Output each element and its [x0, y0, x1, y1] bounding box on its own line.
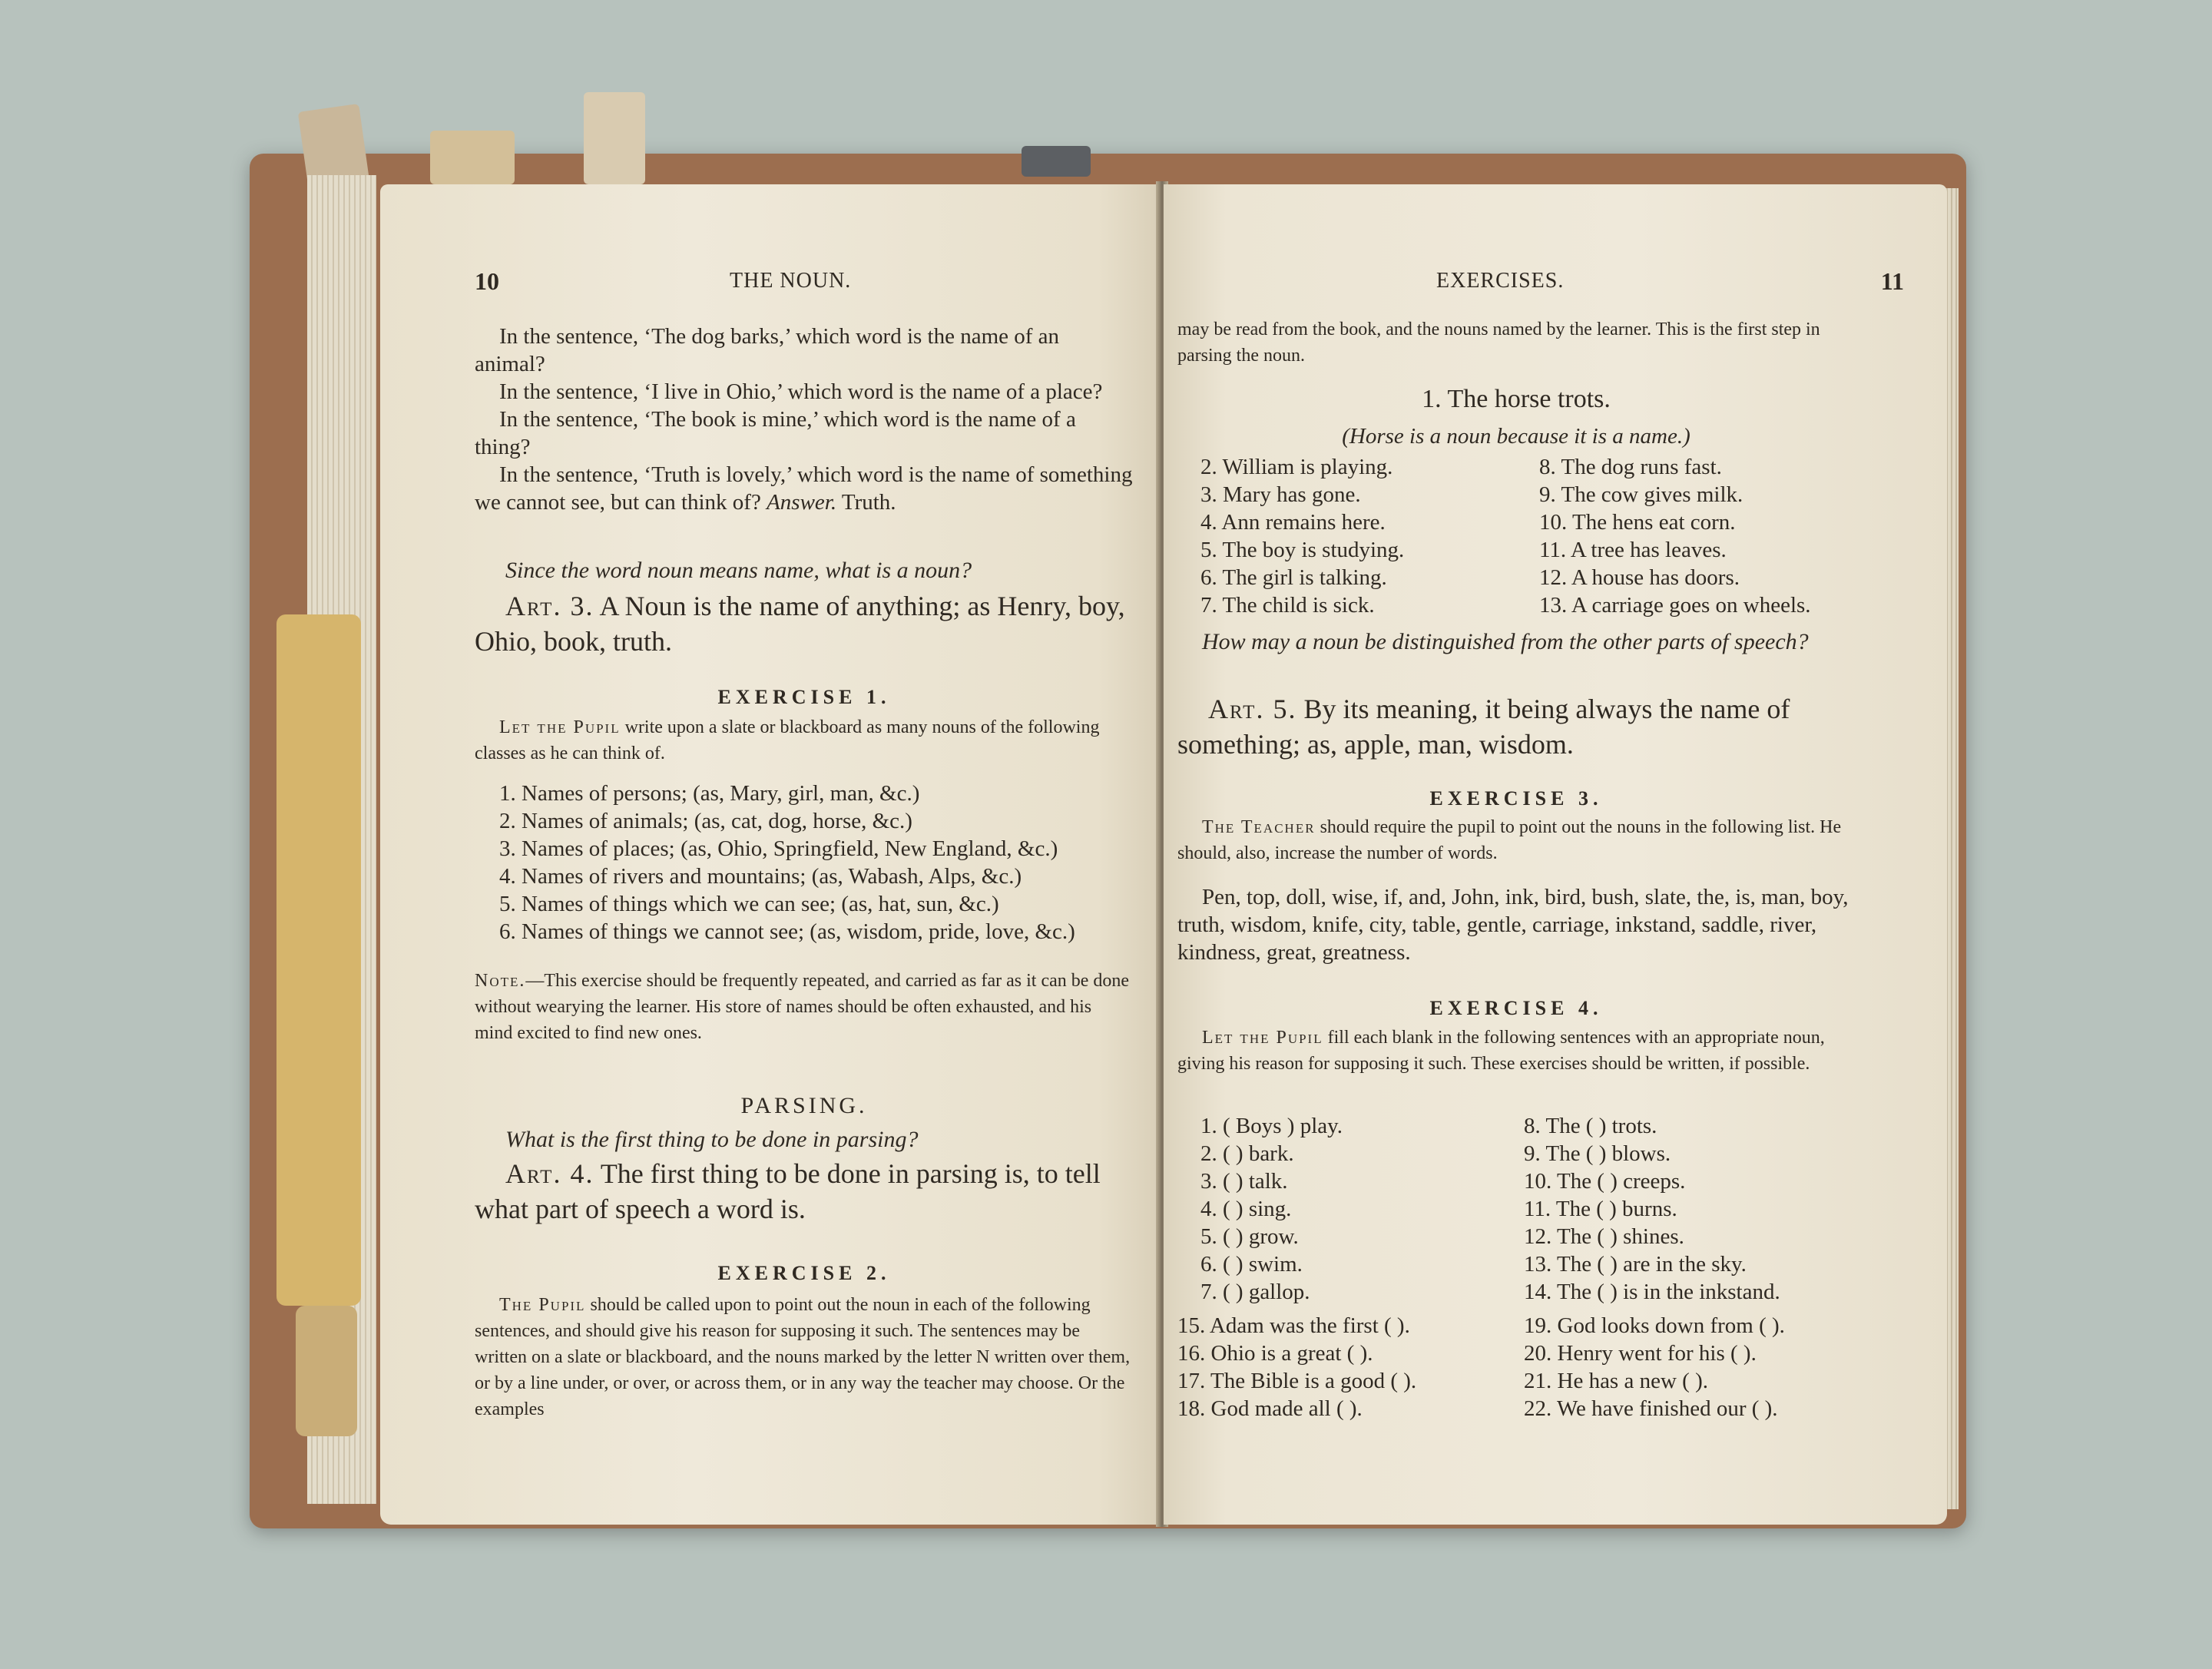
- lead-in: The Teacher: [1202, 817, 1316, 837]
- blank-sentence: 6. ( ) swim.: [1200, 1252, 1303, 1277]
- sentence: 5. The boy is studying.: [1200, 538, 1405, 562]
- intro-text: write upon a slate or blackboard as many nouns of the following classes as he can think of.: [475, 717, 1100, 763]
- article-label: Art. 5.: [1208, 694, 1297, 724]
- sentence: 6. The girl is talking.: [1200, 565, 1387, 590]
- exercise-4-heading: EXERCISE 4.: [1429, 997, 1603, 1019]
- lead-in: Let the Pupil: [1202, 1028, 1323, 1048]
- torn-page-fragment: [1022, 146, 1091, 177]
- article-4: [475, 1156, 1134, 1227]
- exercise-2-heading: EXERCISE 2.: [717, 1262, 891, 1284]
- page-stain: [296, 1306, 357, 1436]
- article-text: The first thing to be done in parsing is, to tell what part of speech a word is.: [475, 1158, 1101, 1224]
- blank-sentence: 9. The ( ) blows.: [1524, 1141, 1671, 1166]
- sentence: 8. The dog runs fast.: [1539, 455, 1722, 479]
- running-head: EXERCISES.: [1436, 269, 1565, 293]
- torn-page-fragment: [430, 131, 515, 184]
- blank-sentence: 15. Adam was the first ( ).: [1177, 1313, 1410, 1338]
- sentence: 4. Ann remains here.: [1200, 510, 1386, 535]
- blank-sentence: 5. ( ) grow.: [1200, 1224, 1299, 1249]
- sentence: 13. A carriage goes on wheels.: [1539, 593, 1811, 618]
- list-item: 3. Names of places; (as, Ohio, Springfield, New England, &c.): [499, 836, 1058, 861]
- article-label: Art. 4.: [505, 1158, 594, 1189]
- list-item: 2. Names of animals; (as, cat, dog, horse, &c.): [499, 809, 912, 833]
- running-head: THE NOUN.: [730, 269, 852, 293]
- exercise-3-text: [1177, 814, 1855, 866]
- exercise-2-text: [475, 1292, 1134, 1422]
- blank-sentence: 17. The Bible is a good ( ).: [1177, 1369, 1417, 1393]
- blank-sentence: 18. God made all ( ).: [1177, 1396, 1363, 1421]
- long-blank-sentences: [1177, 1312, 1855, 1422]
- long-blank-column-right: [1524, 1312, 1855, 1422]
- exercise-3-list: Pen, top, doll, wise, if, and, John, ink, bird, bush, slate, the, is, man, boy, truth, wisdom, knife, city, table, gentle, carriage, inkstand, saddle, river, kindness, great, greatness.: [1177, 885, 1849, 965]
- exercise-1-intro: [475, 714, 1134, 767]
- blank-columns: [1177, 1112, 1855, 1306]
- exercise-4-text: [1177, 1025, 1855, 1077]
- blank-sentences: [1177, 1112, 1855, 1306]
- article-5: [1177, 691, 1855, 762]
- continued-text: may be read from the book, and the nouns named by the learner. This is the first step in parsing the noun.: [1177, 320, 1820, 366]
- blank-sentence: 1. ( Boys ) play.: [1200, 1114, 1343, 1138]
- list-item: 5. Names of things which we can see; (as, hat, sun, &c.): [499, 892, 999, 916]
- question-distinguish: How may a noun be distinguished from the other parts of speech?: [1202, 629, 1809, 654]
- exercise-3-heading: EXERCISE 3.: [1429, 787, 1603, 810]
- blank-sentence: 14. The ( ) is in the inkstand.: [1524, 1280, 1780, 1304]
- sentence: 3. Mary has gone.: [1200, 482, 1361, 507]
- question-parsing: What is the first thing to be done in parsing?: [505, 1127, 919, 1152]
- note-text: —This exercise should be frequently repeated, and carried as far as it can be done without wearying the learner. His store of names should be often exhausted, and his mind excited to find new ones.: [475, 971, 1130, 1043]
- exercise-1-heading: EXERCISE 1.: [717, 686, 891, 708]
- answer: Truth.: [841, 490, 896, 515]
- page-number: 11: [1880, 267, 1904, 295]
- list-item: 6. Names of things we cannot see; (as, wisdom, pride, love, &c.): [499, 919, 1075, 944]
- blank-column-right: [1524, 1112, 1855, 1306]
- long-blank-columns: [1177, 1312, 1855, 1422]
- sentence-column-right: [1524, 453, 1855, 619]
- article-text: A Noun is the name of anything; as Henry, boy, Ohio, book, truth.: [475, 591, 1125, 657]
- article-text: By its meaning, it being always the name of something; as, apple, man, wisdom.: [1177, 694, 1790, 760]
- blank-sentence: 21. He has a new ( ).: [1524, 1369, 1708, 1393]
- blank-sentence: 7. ( ) gallop.: [1200, 1280, 1310, 1304]
- example-1-note: (Horse is a noun because it is a name.): [1342, 424, 1690, 449]
- left-page: [380, 184, 1160, 1525]
- question: In the sentence, ‘The book is mine,’ which word is the name of a thing?: [475, 407, 1076, 459]
- questions-block: [475, 323, 1134, 516]
- blank-sentence: 11. The ( ) burns.: [1524, 1197, 1677, 1221]
- sentence: 2. William is playing.: [1200, 455, 1393, 479]
- exercise-text: fill each blank in the following sentences with an appropriate noun, giving his reason for supposing it such. These exercises should be written, if possible.: [1177, 1028, 1825, 1074]
- page-stain: [276, 614, 361, 1306]
- exercise-text: should be called upon to point out the noun in each of the following sentences, and should give his reason for supposing it such. The sentences may be written on a slate or blackboard, and the nouns marked by the letter N written over them, or by a line under, or over, or across them, or in any way the teacher may choose. Or the examples: [475, 1295, 1131, 1419]
- long-blank-column-left: [1177, 1312, 1508, 1422]
- example-1: 1. The horse trots.: [1422, 385, 1611, 413]
- blank-sentence: 2. ( ) bark.: [1200, 1141, 1294, 1166]
- sentence: 10. The hens eat corn.: [1539, 510, 1736, 535]
- sentence-column-left: [1177, 453, 1508, 619]
- blank-sentence: 10. The ( ) creeps.: [1524, 1169, 1686, 1194]
- question-text: In the sentence, ‘Truth is lovely,’ which word is the name of something we cannot see, but can think of?: [475, 462, 1133, 515]
- blank-sentence: 19. God looks down from ( ).: [1524, 1313, 1785, 1338]
- exercise-1-list: [475, 780, 1134, 945]
- page-number: 10: [475, 267, 499, 295]
- exercise-text: should require the pupil to point out the nouns in the following list. He should, also, increase the number of words.: [1177, 817, 1842, 863]
- blank-sentence: 13. The ( ) are in the sky.: [1524, 1252, 1747, 1277]
- question-noun: Since the word noun means name, what is a noun?: [505, 558, 972, 583]
- lead-in: Let the Pupil: [499, 717, 621, 737]
- sentence: 12. A house has doors.: [1539, 565, 1740, 590]
- lead-in: The Pupil: [499, 1295, 586, 1315]
- note-label: Note.: [475, 971, 526, 991]
- question: [475, 461, 1134, 516]
- note: [475, 968, 1134, 1046]
- parsing-heading: PARSING.: [740, 1093, 868, 1118]
- sentences: [1177, 453, 1855, 619]
- sentence-columns: [1177, 453, 1855, 619]
- question: In the sentence, ‘I live in Ohio,’ which word is the name of a place?: [499, 379, 1103, 404]
- list-item: 4. Names of rivers and mountains; (as, Wabash, Alps, &c.): [499, 864, 1022, 889]
- torn-page-fragment: [584, 92, 645, 184]
- article-label: Art. 3.: [505, 591, 594, 621]
- sentence: 11. A tree has leaves.: [1539, 538, 1727, 562]
- question: In the sentence, ‘The dog barks,’ which word is the name of an animal?: [475, 324, 1060, 376]
- blank-column-left: [1177, 1112, 1508, 1306]
- blank-sentence: 12. The ( ) shines.: [1524, 1224, 1684, 1249]
- blank-sentence: 22. We have finished our ( ).: [1524, 1396, 1778, 1421]
- blank-sentence: 8. The ( ) trots.: [1524, 1114, 1657, 1138]
- list-item: 1. Names of persons; (as, Mary, girl, man, &c.): [499, 781, 920, 806]
- blank-sentence: 3. ( ) talk.: [1200, 1169, 1288, 1194]
- sentence: 7. The child is sick.: [1200, 593, 1375, 618]
- blank-sentence: 20. Henry went for his ( ).: [1524, 1341, 1757, 1366]
- blank-sentence: 16. Ohio is a great ( ).: [1177, 1341, 1373, 1366]
- right-page: [1164, 184, 1947, 1525]
- sentence: 9. The cow gives milk.: [1539, 482, 1743, 507]
- answer-label: Answer.: [767, 490, 837, 515]
- blank-sentence: 4. ( ) sing.: [1200, 1197, 1292, 1221]
- article-3: [475, 588, 1134, 659]
